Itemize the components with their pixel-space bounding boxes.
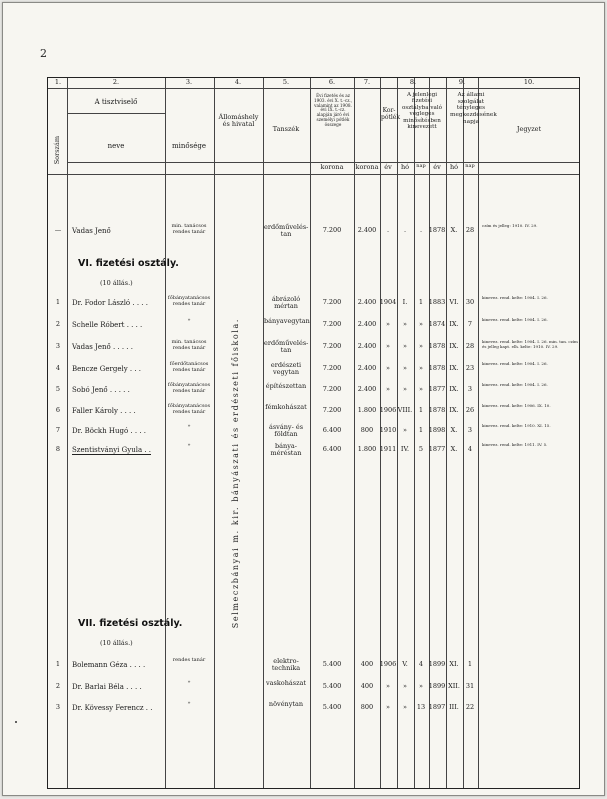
cell-age: 800 [360, 703, 374, 711]
cell-s-ev: 1878 [428, 364, 446, 372]
unit-nap: nap [465, 163, 475, 169]
cell-salary: 5.400 [322, 682, 342, 690]
cell-dept: erdőműveléstan [264, 339, 309, 355]
cell-salary: 7.200 [322, 406, 342, 414]
header-evi-fizetes: Évi fizetés és az 1903. évi X. t.-cz., valamint az 1908. évi IX. t.-cz. alapján járó évi személyi pótlék összege [313, 93, 353, 127]
rule [214, 78, 215, 788]
cell-dept: vaskohászat [265, 679, 307, 687]
cell-k-nap: » [419, 385, 423, 393]
cell-s-ho: IX. [449, 364, 459, 372]
cell-salary: 6.400 [322, 445, 342, 453]
cell-note: kinevez. rend. kelte: 1904. I. 26. [482, 295, 548, 300]
rule [463, 78, 464, 788]
cell-age: 1.800 [357, 445, 377, 453]
cell-s-ho: X. [450, 426, 458, 434]
cell-k-nap: 4 [418, 660, 424, 668]
cell-s-ev: 1898 [428, 426, 446, 434]
cell-s-nap: 3 [467, 426, 473, 434]
cell-s-ho: IX. [449, 320, 459, 328]
cell-s-nap: 26 [465, 406, 475, 414]
cell-rank: » [187, 423, 191, 429]
col-number: 10. [523, 78, 535, 86]
rule [414, 78, 415, 788]
cell-k-ho: » [403, 682, 407, 690]
cell-k-ho: » [403, 385, 407, 393]
cell-s-ho: X. [450, 226, 458, 234]
cell-s-ev: 1874 [428, 320, 446, 328]
cell-no: 1 [55, 660, 61, 668]
cell-s-nap: 4 [467, 445, 473, 453]
cell-s-ev: 1878 [428, 226, 446, 234]
cell-k-ho: » [403, 320, 407, 328]
cell-name: Dr. Fodor László . . . . [72, 299, 148, 307]
cell-rank: főerdőtanácsos rendes tanár [169, 361, 209, 373]
cell-s-ho: XI. [449, 660, 459, 668]
section-vii-title: VII. fizetési osztály. [78, 618, 183, 629]
cell-k-nap: 1 [418, 426, 424, 434]
cell-k-ho: I. [402, 298, 408, 306]
cell-k-ev: » [386, 342, 390, 350]
cell-k-nap: » [419, 682, 423, 690]
cell-rank: min. tanácsos rendes tanár [171, 223, 207, 235]
cell-name: Dr. Kövessy Ferencz . . [72, 704, 153, 712]
col-number: 6. [328, 78, 336, 86]
cell-k-ho: IV. [400, 445, 410, 453]
cell-name: Sobó Jenő . . . . . [72, 386, 130, 394]
cell-s-ev: 1878 [428, 406, 446, 414]
cell-k-nap: . [419, 226, 423, 234]
cell-s-nap: 23 [465, 364, 475, 372]
cell-rank: min. tanácsos rendes tanár [171, 339, 207, 351]
cell-s-ho: X. [450, 445, 458, 453]
cell-k-nap: 1 [418, 298, 424, 306]
cell-k-ev: 1910 [379, 426, 397, 434]
cell-name: Dr. Barlai Béla . . . . [72, 683, 142, 691]
cell-k-ho: » [403, 342, 407, 350]
cell-k-ev: » [386, 703, 390, 711]
rule [310, 78, 311, 788]
col-number: 8. [409, 78, 417, 86]
cell-s-ho: VI. [449, 298, 459, 306]
header-allami: Az állami szolgálat tényleges megkezdésének napja [450, 92, 497, 125]
cell-note: kinevez. rend. kelte: 1911. IV. 5. [482, 442, 548, 447]
cell-note: kinevez. rend. kelte: 1906. IX. 10. [482, 403, 551, 408]
col-number: 2. [112, 78, 120, 86]
cell-no: 3 [55, 342, 61, 350]
cell-name: Bolemann Géza . . . . [72, 661, 146, 669]
header-jelenlegi: A jelenlegi fizetési osztályba való végleges minősítésben kinevezett [401, 92, 443, 131]
col-number: 7. [363, 78, 371, 86]
cell-k-ev: » [386, 364, 390, 372]
cell-dept: növénytan [268, 700, 304, 708]
cell-rank: » [187, 679, 191, 685]
cell-s-ev: 1877 [428, 385, 446, 393]
rule [446, 78, 447, 788]
cell-age: 400 [360, 660, 374, 668]
cell-note: kinevez. rend. kelte: 1904. I. 26. min. tan. czím és jelleg kapt. elh. kelte: 1910. IV. 29. [482, 339, 578, 349]
section-vi-count: (10 állás.) [100, 279, 133, 287]
cell-k-ho: VIII. [397, 406, 413, 414]
cell-no: 6 [55, 406, 61, 414]
cell-rank: » [187, 700, 191, 706]
cell-k-ho: » [403, 364, 407, 372]
cell-dept: fémkohászat [265, 403, 307, 411]
col-number: 4. [234, 78, 242, 86]
header-jegyzet: Jegyzet [516, 125, 542, 133]
cell-no: 3 [55, 703, 61, 711]
document-page [2, 2, 605, 796]
rule [354, 78, 355, 788]
cell-s-ev: 1899 [428, 660, 446, 668]
header-tisztviselo: A tisztviselő [94, 98, 138, 106]
cell-s-nap: 7 [467, 320, 473, 328]
cell-age: 400 [360, 682, 374, 690]
cell-s-nap: 28 [465, 342, 475, 350]
institution-label: Selmeczbányai m. kir. bányászati és erdészeti főiskola. [231, 318, 240, 629]
cell-s-ev: 1899 [428, 682, 446, 690]
header-neve: neve [107, 142, 125, 150]
cell-no: 7 [55, 426, 61, 434]
cell-dept: ásvány- és földtan [268, 423, 304, 439]
cell-k-nap: 13 [416, 703, 426, 711]
cell-note: kinevez. rend. kelte: 1904. I. 26. [482, 382, 548, 387]
cell-dept: erdészeti vegytan [270, 361, 302, 377]
cell-k-nap: 1 [418, 406, 424, 414]
cell-s-ev: 1878 [428, 342, 446, 350]
col-number: 3. [185, 78, 193, 86]
rule [48, 88, 579, 89]
cell-k-ev: » [386, 682, 390, 690]
cell-age: 2.400 [357, 226, 377, 234]
cell-rank: rendes tanár [172, 657, 206, 663]
cell-s-ho: IX. [449, 385, 459, 393]
cell-no: 8 [55, 445, 61, 453]
cell-name: Szentistványi Gyula . . [72, 446, 152, 454]
rule [48, 174, 579, 175]
header-sorszam: Sorszám [53, 136, 61, 165]
header-allomashely: Állomáshely és hivatal [218, 113, 259, 129]
cell-s-nap: 22 [465, 703, 475, 711]
cell-dept: erdőműveléstan [264, 223, 309, 239]
cell-rank: főbányatanácsos rendes tanár [167, 403, 211, 415]
rule [397, 78, 398, 788]
cell-no: 4 [55, 364, 61, 372]
rule [67, 78, 68, 788]
cell-k-ev: 1911 [379, 445, 397, 453]
unit-ev: év [384, 163, 392, 171]
cell-salary: 7.200 [322, 226, 342, 234]
cell-k-ho: » [403, 703, 407, 711]
cell-salary: 7.200 [322, 385, 342, 393]
cell-note: czím és jelleg: 1910. IV. 29. [482, 223, 538, 228]
cell-k-ev: . [386, 226, 390, 234]
cell-age: 2.400 [357, 320, 377, 328]
page-number: 2 [40, 47, 47, 60]
rule [67, 113, 165, 114]
cell-name: Vadas Jenő . . . . . [72, 343, 133, 351]
cell-k-ev: » [386, 320, 390, 328]
cell-rank: » [187, 442, 191, 448]
cell-note: kinevez. rend. kelte: 1904. I. 26. [482, 317, 548, 322]
cell-salary: 7.200 [322, 364, 342, 372]
cell-note: kinevez. rend. kelte: 1904. I. 26. [482, 361, 548, 366]
unit-korona: korona [355, 163, 379, 171]
cell-s-ho: XII. [448, 682, 460, 690]
cell-k-ev: 1906 [379, 406, 397, 414]
cell-dept: bányaméréstan [270, 442, 302, 458]
personnel-table [47, 77, 580, 789]
cell-dept: építészettan [265, 382, 307, 390]
cell-age: 800 [360, 426, 374, 434]
cell-k-ho: V. [402, 660, 408, 668]
cell-k-nap: » [419, 320, 423, 328]
unit-ev: év [433, 163, 441, 171]
cell-age: 1.800 [357, 406, 377, 414]
cell-no: 5 [55, 385, 61, 393]
unit-ho: hó [449, 163, 459, 171]
cell-dept: ábrázoló mértan [271, 295, 301, 311]
col-number: 9. [458, 78, 466, 86]
cell-k-ev: » [386, 385, 390, 393]
cell-age: 2.400 [357, 342, 377, 350]
cell-salary: 7.200 [322, 298, 342, 306]
cell-k-nap: 5 [418, 445, 424, 453]
cell-salary: 6.400 [322, 426, 342, 434]
section-vi-title: VI. fizetési osztály. [78, 258, 179, 269]
col-number: 5. [282, 78, 290, 86]
cell-age: 2.400 [357, 298, 377, 306]
cell-name: Faller Károly . . . . [72, 407, 136, 415]
cell-salary: 7.200 [322, 320, 342, 328]
cell-name: Dr. Böckh Hugó . . . . [72, 427, 147, 435]
cell-s-nap: 31 [465, 682, 475, 690]
cell-salary: 5.400 [322, 703, 342, 711]
cell-rank: főbányatanácsos rendes tanár [167, 382, 211, 394]
unit-nap: nap [416, 163, 426, 169]
cell-salary: 5.400 [322, 660, 342, 668]
cell-s-ev: 1883 [428, 298, 446, 306]
cell-name: Vadas Jenő [72, 227, 111, 235]
cell-salary: 7.200 [322, 342, 342, 350]
rule [478, 78, 479, 788]
cell-no: — [54, 226, 62, 234]
cell-s-ho: IX. [449, 342, 459, 350]
cell-name: Schelle Róbert . . . . [72, 321, 143, 329]
margin-mark [15, 721, 17, 723]
cell-s-nap: 1 [467, 660, 473, 668]
cell-dept: elektrotechnika [271, 657, 301, 673]
cell-name: Bencze Gergely . . . [72, 365, 142, 373]
cell-s-ho: IX. [449, 406, 459, 414]
cell-s-ev: 1877 [428, 445, 446, 453]
cell-k-ev: 1904 [379, 298, 397, 306]
cell-k-ho: » [403, 426, 407, 434]
cell-dept: bányavegytan [264, 317, 310, 325]
cell-s-nap: 30 [465, 298, 475, 306]
cell-rank: főbányatanácsos rendes tanár [167, 295, 211, 307]
header-korpotlek: Kor- pótlék [381, 107, 400, 121]
cell-s-nap: 3 [467, 385, 473, 393]
cell-k-nap: » [419, 342, 423, 350]
cell-no: 2 [55, 682, 61, 690]
cell-k-nap: » [419, 364, 423, 372]
cell-age: 2.400 [357, 364, 377, 372]
unit-ho: hó [400, 163, 410, 171]
cell-no: 1 [55, 298, 61, 306]
header-tanszek: Tanszék [272, 125, 300, 133]
cell-no: 2 [55, 320, 61, 328]
cell-age: 2.400 [357, 385, 377, 393]
unit-korona: korona [320, 163, 344, 171]
cell-k-ev: 1906 [379, 660, 397, 668]
section-vii-count: (10 állás.) [100, 639, 133, 647]
cell-note: kinevez. rend. kelte: 1910. XI. 15. [482, 423, 551, 428]
cell-s-nap: 28 [465, 226, 475, 234]
cell-s-ev: 1897 [428, 703, 446, 711]
cell-s-ho: III. [449, 703, 459, 711]
header-minosege: minősége [172, 142, 206, 150]
cell-k-ho: . [403, 226, 407, 234]
col-number: 1. [54, 78, 62, 86]
cell-rank: » [187, 317, 191, 323]
